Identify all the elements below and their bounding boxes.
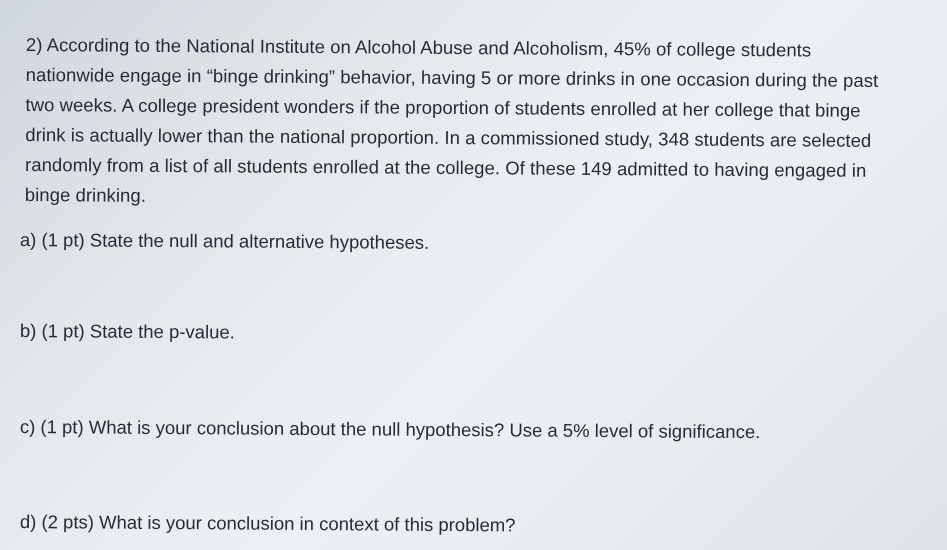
problem-line-1: 2) According to the National Institute on Alcohol Abuse and Alcoholism, 45% of college students bbox=[25, 33, 812, 61]
problem-line-2: nationwide engage in “binge drinking” behavior, having 5 or more drinks in one occasion during the past bbox=[25, 63, 879, 91]
problem-statement bbox=[25, 30, 931, 216]
question-c: c) (1 pt) What is your conclusion about the null hypothesis? Use a 5% level of significance. bbox=[19, 416, 761, 443]
problem-line-5: randomly from a list of all students enrolled at the college. Of these 149 admitted to having engaged in bbox=[24, 153, 867, 181]
problem-line-3: two weeks. A college president wonders if the proportion of students enrolled at her college that binge bbox=[25, 93, 861, 121]
problem-line-6: binge drinking. bbox=[24, 183, 147, 206]
question-d: d) (2 pts) What is your conclusion in context of this problem? bbox=[19, 511, 516, 536]
question-b: b) (1 pt) State the p-value. bbox=[19, 320, 235, 343]
problem-line-4: drink is actually lower than the national proportion. In a commissioned study, 348 students are selected bbox=[25, 123, 872, 151]
question-a: a) (1 pt) State the null and alternative hypotheses. bbox=[19, 229, 430, 253]
